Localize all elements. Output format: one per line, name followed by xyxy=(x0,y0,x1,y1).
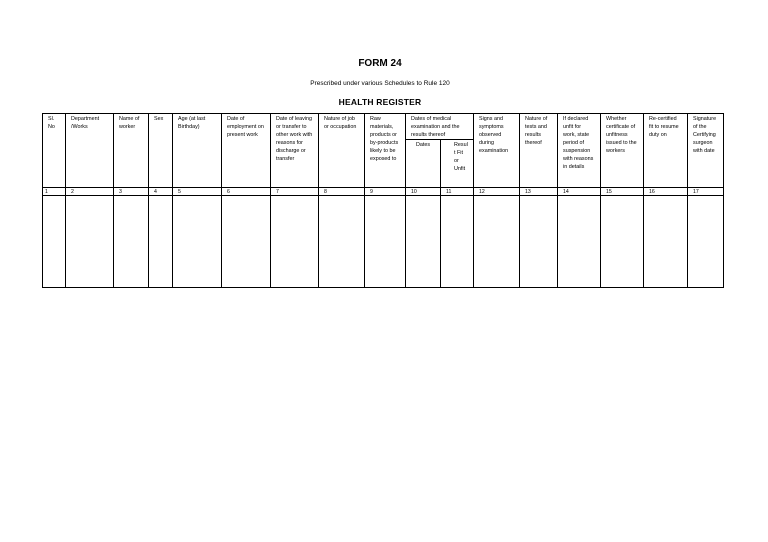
entry-cell[interactable] xyxy=(173,196,222,288)
form-title: FORM 24 xyxy=(358,58,402,69)
entry-cell[interactable] xyxy=(601,196,644,288)
entry-cell[interactable] xyxy=(149,196,173,288)
entry-cell[interactable] xyxy=(365,196,406,288)
column-number: 10 xyxy=(406,188,441,196)
entry-cell[interactable] xyxy=(406,196,441,288)
column-number: 16 xyxy=(644,188,688,196)
entry-cell[interactable] xyxy=(644,196,688,288)
health-register-table xyxy=(42,113,724,288)
header-recertified: Re-certified fit to resume duty on xyxy=(644,114,688,188)
column-number-row xyxy=(43,188,724,196)
column-number: 7 xyxy=(271,188,319,196)
column-number: 17 xyxy=(688,188,724,196)
header-medical-exam-result: Result Fit or Unfit xyxy=(441,140,474,188)
column-number: 3 xyxy=(114,188,149,196)
column-number: 15 xyxy=(601,188,644,196)
header-signs: Signs and symptoms observed during examination xyxy=(474,114,520,188)
register-heading: HEALTH REGISTER xyxy=(338,97,422,107)
entry-cell[interactable] xyxy=(222,196,271,288)
entry-cell[interactable] xyxy=(688,196,724,288)
header-certificate: Whether certificate of unfitness issued to the workers xyxy=(601,114,644,188)
header-medical-exam-dates: Dates xyxy=(406,140,441,188)
entry-cell[interactable] xyxy=(520,196,558,288)
entry-cell[interactable] xyxy=(319,196,365,288)
entry-cell[interactable] xyxy=(474,196,520,288)
column-number: 13 xyxy=(520,188,558,196)
header-signature: Signature of the Certifying surgeon with date xyxy=(688,114,724,188)
column-number: 5 xyxy=(173,188,222,196)
column-number: 9 xyxy=(365,188,406,196)
header-name: Name of worker xyxy=(114,114,149,188)
entry-cell[interactable] xyxy=(43,196,66,288)
entry-cell[interactable] xyxy=(114,196,149,288)
header-medical-exam: Dates of medical examination and the results thereof xyxy=(406,114,474,140)
column-number: 2 xyxy=(66,188,114,196)
header-sl-no: Sl. No xyxy=(43,114,66,188)
column-number: 4 xyxy=(149,188,173,196)
header-nature-of-job: Nature of job or occupation xyxy=(319,114,365,188)
column-number: 11 xyxy=(441,188,474,196)
header-tests: Nature of tests and results thereof xyxy=(520,114,558,188)
entry-cell[interactable] xyxy=(271,196,319,288)
entry-cell[interactable] xyxy=(66,196,114,288)
header-age: Age (at last Birthday) xyxy=(173,114,222,188)
column-number: 1 xyxy=(43,188,66,196)
header-employment-date: Date of employment on present work xyxy=(222,114,271,188)
column-number: 12 xyxy=(474,188,520,196)
header-sex: Sex xyxy=(149,114,173,188)
column-number: 8 xyxy=(319,188,365,196)
form-subtitle: Prescribed under various Schedules to Rule 120 xyxy=(310,80,450,87)
table-row xyxy=(43,196,724,288)
column-number: 6 xyxy=(222,188,271,196)
entry-cell[interactable] xyxy=(441,196,474,288)
column-number: 14 xyxy=(558,188,601,196)
header-department: Department /Works xyxy=(66,114,114,188)
header-leaving-date: Date of leaving or transfer to other work with reasons for discharge or transfer xyxy=(271,114,319,188)
entry-cell[interactable] xyxy=(558,196,601,288)
header-raw-materials: Raw materials, products or by-products likely to be exposed to xyxy=(365,114,406,188)
header-declared-unfit: If declared unfit for work, state period of suspension with reasons in details xyxy=(558,114,601,188)
